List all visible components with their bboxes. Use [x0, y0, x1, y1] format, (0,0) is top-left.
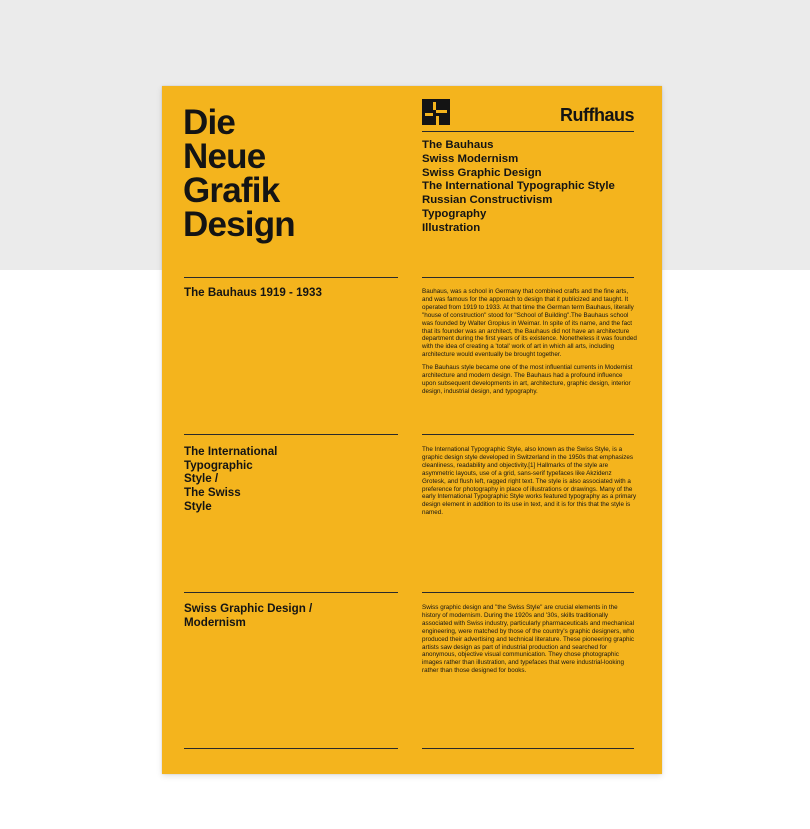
section-title-line: Swiss Graphic Design / — [184, 602, 313, 615]
section-paragraph: The International Typographic Style, also known as the Swiss Style, is a graphic design style developed in Switzerland in the 1950s that emphasizes cleanliness, readability and objectivity.[1] Hallmarks of the style are asymmetric layouts, use of a grid, sans-serif typefaces like Akzidenz Grotesk, and flush left, ragged right text. The style is also associated with a preference for photography in place of illustrations or drawings. Many of the early International Typographic Style works featured typography as a primary design element in addition to its use in text, and it is for this that the style is named. — [422, 446, 637, 517]
topic-item: Swiss Graphic Design — [422, 166, 542, 179]
poster-title — [183, 103, 295, 244]
section-rule-right — [422, 277, 634, 278]
brand-name: Ruffhaus — [560, 105, 634, 125]
section-paragraph: Bauhaus, was a school in Germany that combined crafts and the fine arts, and was famous for the approach to design that it publicized and taught. It operated from 1919 to 1933. At that time the German term Bauhaus, literally "house of construction" stood for "School of Building".The Bauhaus school was founded by Walter Gropius in Weimar. In spite of its name, and the fact that its founder was an architect, the Bauhaus did not have an architecture department during the first years of its existence. Nonetheless it was founded with the idea of creating a 'total' work of art in which all arts, including architecture would eventually be brought together. — [422, 288, 637, 359]
title-line: Grafik — [183, 171, 280, 210]
footer-rule-right — [422, 748, 634, 749]
section-rule-left — [184, 277, 398, 278]
title-line: Design — [183, 205, 295, 244]
section-title-swiss-design — [184, 602, 312, 629]
section-body-international-style — [422, 446, 637, 522]
section-rule-left — [184, 592, 398, 593]
title-line: Die — [183, 103, 236, 142]
section-rule-right — [422, 434, 634, 435]
section-body-bauhaus — [422, 288, 637, 401]
section-title-line: The International — [184, 445, 278, 458]
topic-item: Illustration — [422, 221, 481, 234]
section-title-line: Typographic — [184, 458, 253, 472]
section-title-line: The Swiss — [184, 486, 241, 500]
section-title-international-style — [184, 445, 277, 514]
header-rule — [422, 131, 634, 132]
section-paragraph: The Bauhaus style became one of the most influential currents in Modernist architecture and modern design. The Bauhaus had a profound influence upon subsequent developments in art, architecture, graphic design, interior design, industrial design, and typography. — [422, 364, 633, 395]
section-rule-left — [184, 434, 398, 435]
title-line: Neue — [183, 137, 266, 176]
section-paragraph: Swiss graphic design and "the Swiss Style" are crucial elements in the history of modernism. During the 1920s and '30s, skills traditionally associated with Swiss industry, particularly pharmaceuticals and mechanical engineering, were matched by those of the country's graphic designers, who produced their advertising and technical literature. These pioneering graphic artists saw design as part of industrial production and searched for anonymous, objective visual communication. They chose photographic images rather than illustration, and typefaces that were industrial-looking rather than those designed for books. — [422, 604, 635, 675]
ruffhaus-logo-icon — [422, 99, 450, 125]
section-title-bauhaus — [184, 286, 322, 300]
section-rule-right — [422, 592, 634, 593]
footer-rule-left — [184, 748, 398, 749]
section-title-line: The Bauhaus 1919 - 1933 — [184, 286, 322, 299]
topic-item: Russian Constructivism — [422, 194, 553, 207]
section-body-swiss-design — [422, 604, 637, 680]
topic-list — [422, 139, 615, 236]
topic-item: Swiss Modernism — [422, 152, 519, 165]
poster — [162, 86, 662, 774]
section-title-line: Modernism — [184, 615, 246, 629]
topic-item: The Bauhaus — [422, 139, 494, 151]
section-title-line: Style — [184, 499, 212, 513]
topic-item: The International Typographic Style — [422, 180, 615, 193]
section-title-line: Style / — [184, 472, 219, 486]
topic-item: Typography — [422, 207, 487, 220]
